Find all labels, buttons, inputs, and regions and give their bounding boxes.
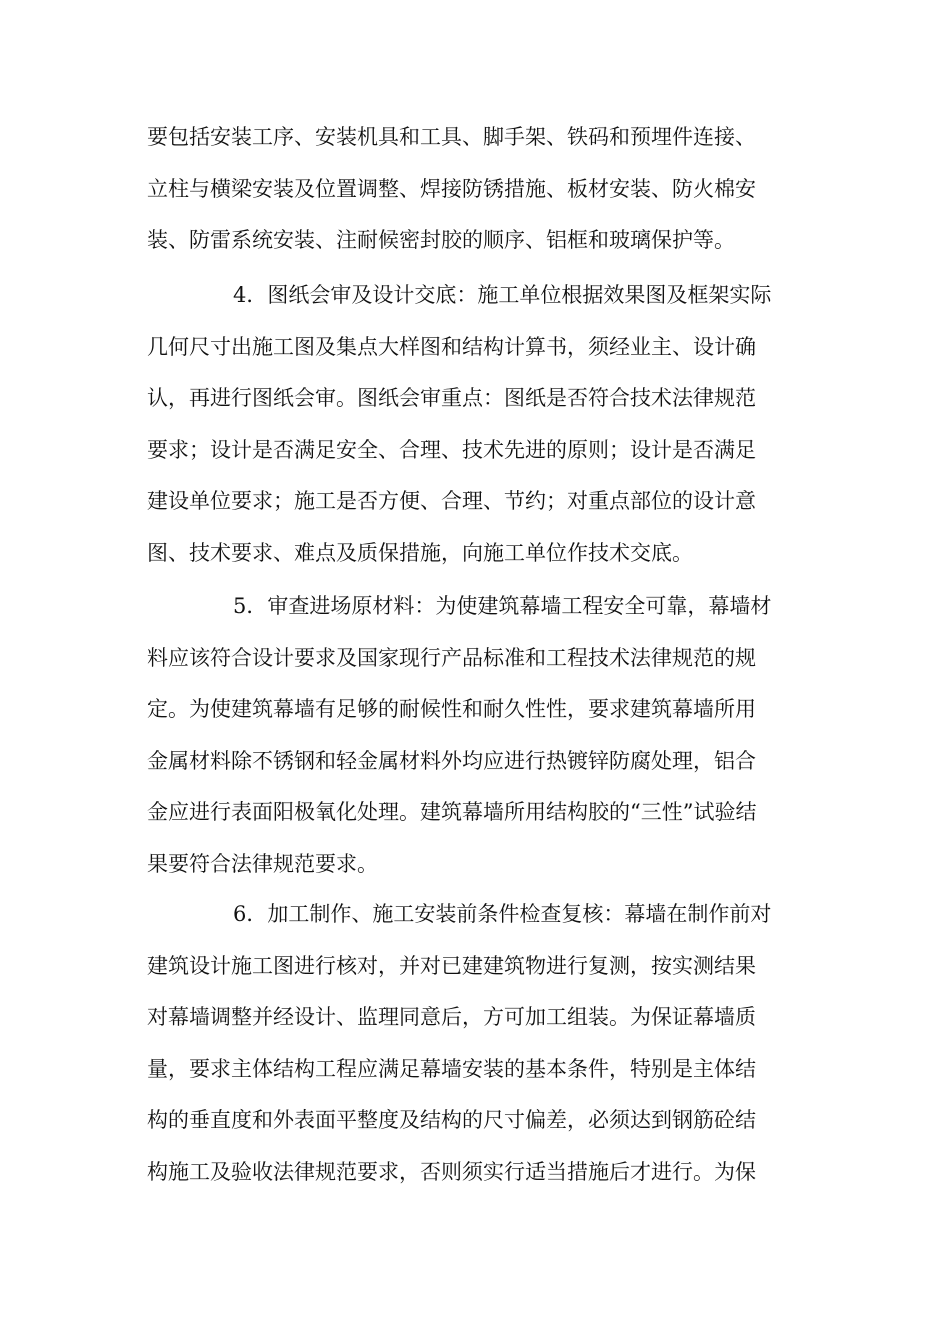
text-line: 要包括安装工序、安装机具和工具、脚手架、铁码和预埋件连接、 [147,125,756,149]
text-line: 5．审查进场原材料：为使建筑幕墙工程安全可靠，幕墙材 [233,594,772,618]
text-line: 金属材料除不锈钢和轻金属材料外均应进行热镀锌防腐处理，铝合 [147,748,756,773]
text-line: 图、技术要求、难点及质保措施，向施工单位作技术交底。 [147,540,693,565]
text-line: 认，再进行图纸会审。图纸会审重点：图纸是否符合技术法律规范 [147,386,756,411]
text-line: 6．加工制作、施工安装前条件检查复核：幕墙在制作前对 [233,902,772,926]
text-line: 构的垂直度和外表面平整度及结构的尺寸偏差，必须达到钢筋砼结 [147,1108,756,1133]
text-line: 装、防雷系统安装、注耐候密封胶的顺序、铝框和玻璃保护等。 [147,228,735,253]
text-line: 立柱与横梁安装及位置调整、焊接防锈措施、板材安装、防火棉安 [147,176,756,201]
text-line: 建设单位要求；施工是否方便、合理、节约；对重点部位的设计意 [147,489,756,514]
text-line: 量，要求主体结构工程应满足幕墙安装的基本条件，特别是主体结 [147,1056,756,1081]
text-line: 对幕墙调整并经设计、监理同意后，方可加工组装。为保证幕墙质 [147,1005,756,1030]
text-line: 金应进行表面阳极氧化处理。建筑幕墙所用结构胶的“三性”试验结 [147,800,757,825]
paragraph-material-inspection [147,581,807,891]
text-line: 料应该符合设计要求及国家现行产品标准和工程技术法律规范的规 [147,645,756,670]
text-line: 4．图纸会审及设计交底：施工单位根据效果图及框架实际 [233,283,772,307]
text-line: 建筑设计施工图进行核对，并对已建建筑物进行复测，按实测结果 [147,953,756,978]
text-line: 果要符合法律规范要求。 [147,851,378,876]
text-line: 几何尺寸出施工图及集点大样图和结构计算书，须经业主、设计确 [147,334,756,359]
text-line: 要求；设计是否满足安全、合理、技术先进的原则；设计是否满足 [147,437,756,462]
text-line: 构施工及验收法律规范要求，否则须实行适当措施后才进行。为保 [147,1159,756,1184]
paragraph-drawing-review [147,270,807,580]
text-line: 定。为使建筑幕墙有足够的耐候性和耐久性性，要求建筑幕墙所用 [147,697,756,722]
paragraph-pre-installation-check [147,889,807,1199]
paragraph-installation-procedures [147,112,807,267]
